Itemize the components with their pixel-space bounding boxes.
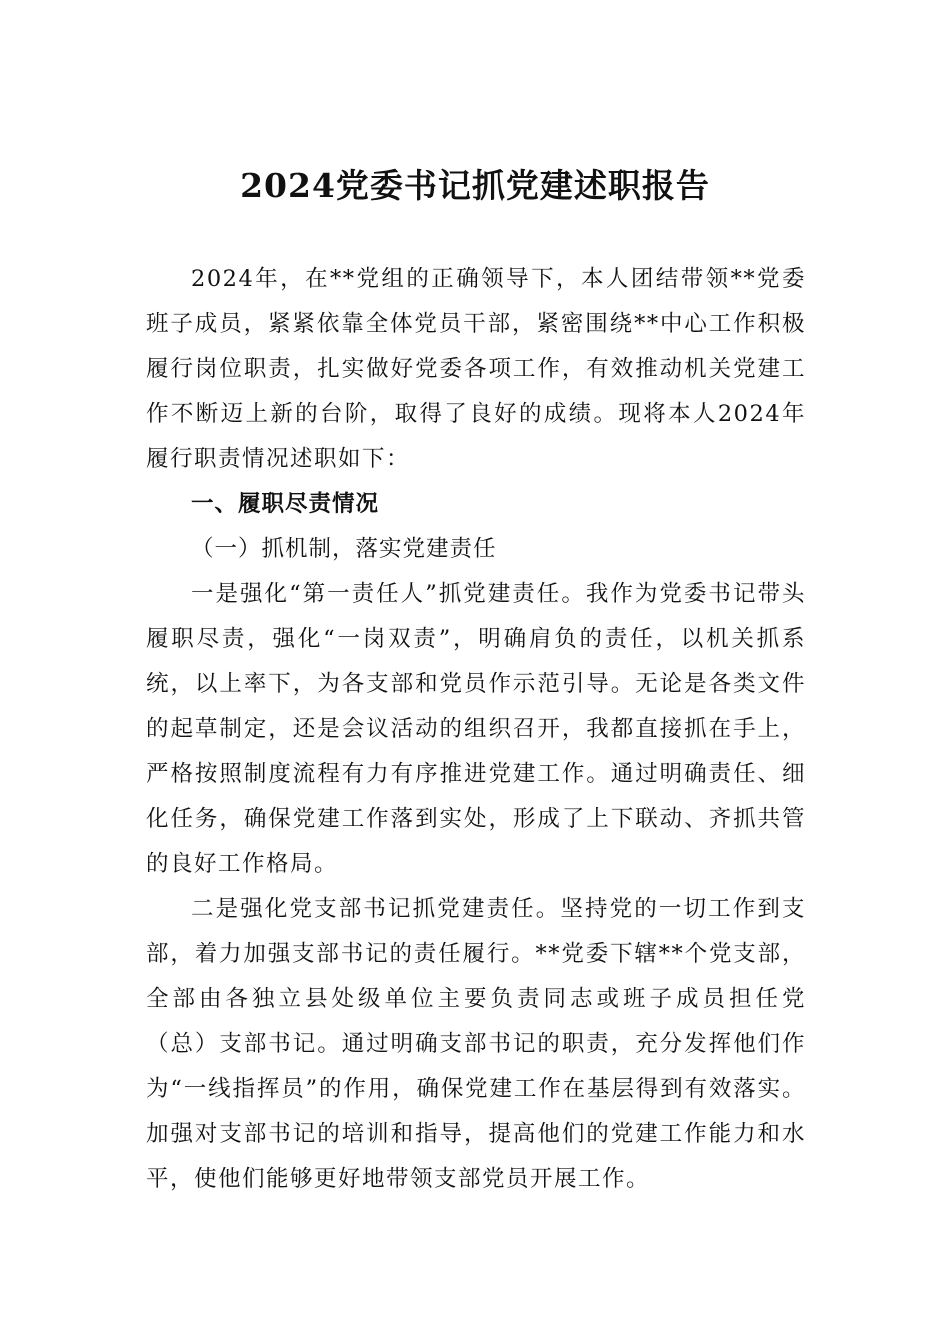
section-heading: 一、履职尽责情况 — [191, 491, 380, 517]
document-body — [146, 257, 806, 1202]
document-title: 2024党委书记抓党建述职报告 — [240, 166, 710, 205]
body-paragraph: 一是强化“第一责任人”抓党建责任。我作为党委书记带头履职尽责，强化“一岗双责”，明确肩负的责任，以机关抓系统，以上率下，为各支部和党员作示范引导。无论是各类文件的起草制定，还是会议活动的组织召开，我都直接抓在手上，严格按照制度流程有力有序推进党建工作。通过明确责任、细化任务，确保党建工作落到实处，形成了上下联动、齐抓共管的良好工作格局。 — [146, 581, 806, 877]
subsection-heading: （一）抓机制，落实党建责任 — [191, 536, 497, 562]
body-paragraph: 二是强化党支部书记抓党建责任。坚持党的一切工作到支部，着力加强支部书记的责任履行。**党委下辖**个党支部，全部由各独立县处级单位主要负责同志或班子成员担任党（总）支部书记。通过明确支部书记的职责，充分发挥他们作为“一线指挥员”的作用，确保党建工作在基层得到有效落实。加强对支部书记的培训和指导，提高他们的党建工作能力和水平，使他们能够更好地带领支部党员开展工作。 — [146, 896, 806, 1192]
intro-paragraph: 2024年，在**党组的正确领导下，本人团结带领**党委班子成员，紧紧依靠全体党员干部，紧密围绕**中心工作积极履行岗位职责，扎实做好党委各项工作，有效推动机关党建工作不断迈上新的台阶，取得了良好的成绩。现将本人2024年履行职责情况述职如下： — [146, 266, 806, 472]
